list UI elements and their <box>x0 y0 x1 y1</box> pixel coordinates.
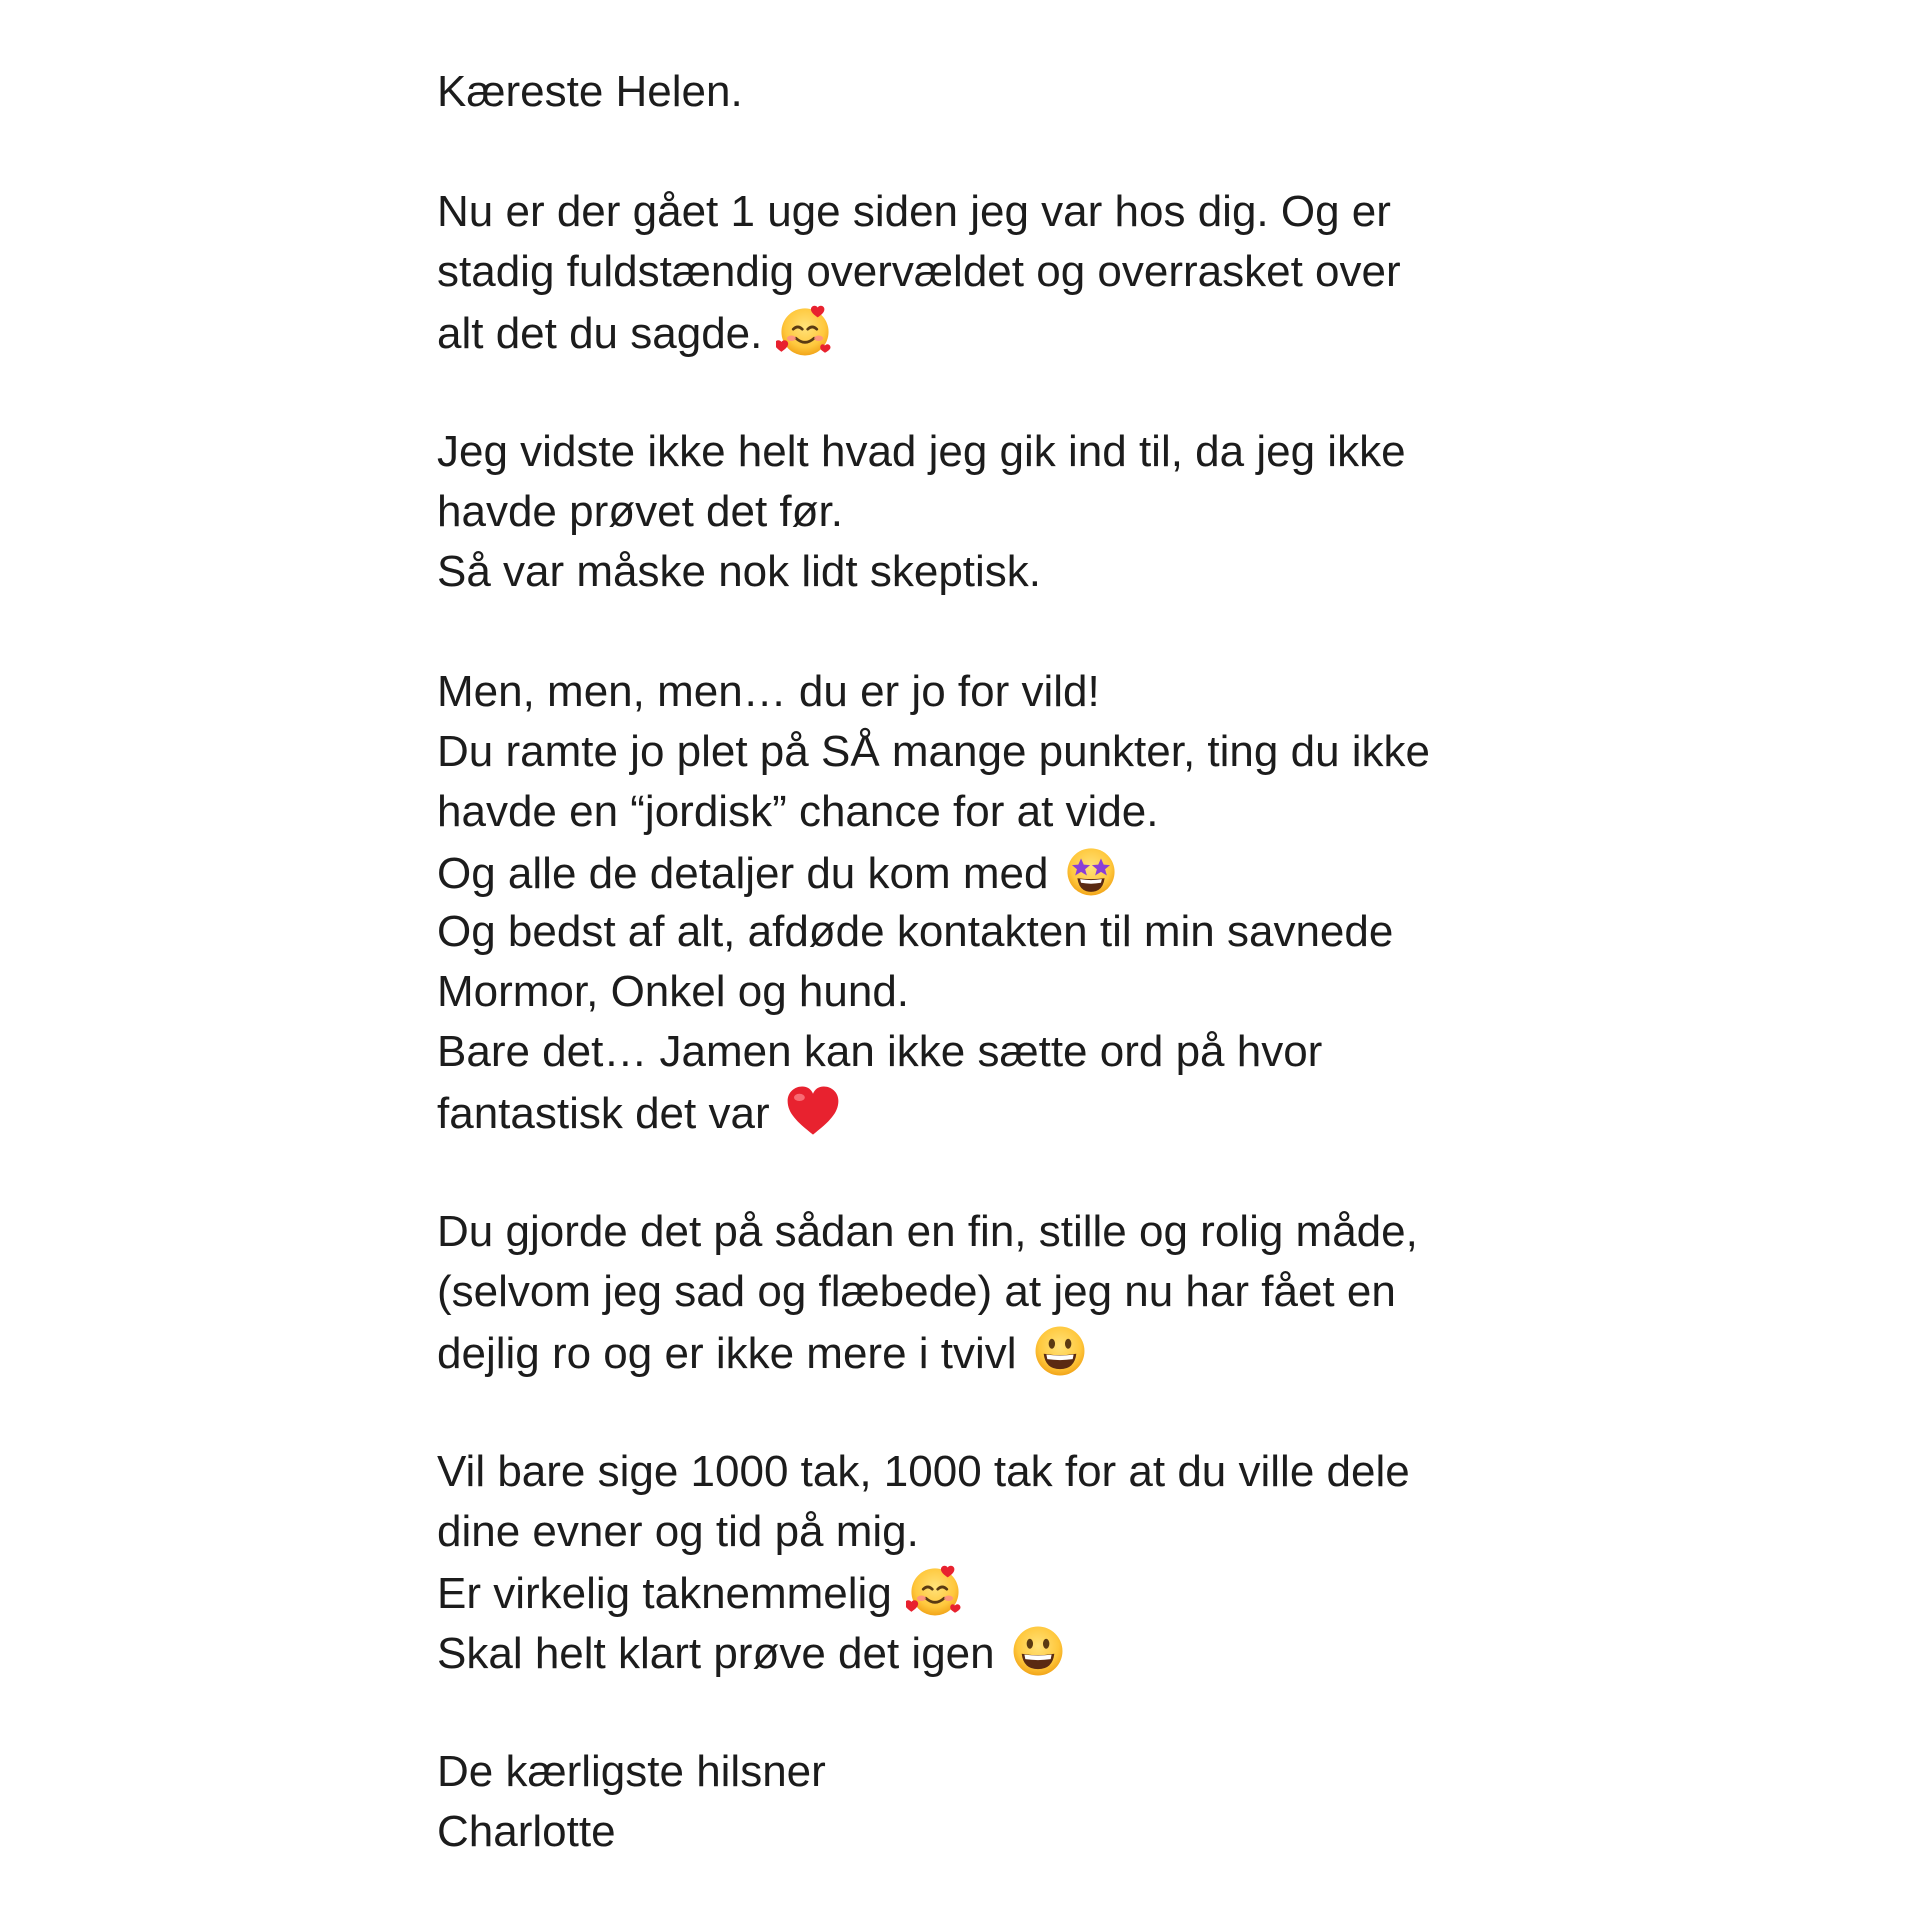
smiling-face-with-hearts-icon <box>906 1562 964 1620</box>
smiling-face-with-hearts-icon <box>776 302 834 360</box>
paragraph-4 <box>437 1202 1557 1382</box>
paragraph-2 <box>437 422 1557 602</box>
paragraph-2-line-3: Så var måske nok lidt skeptisk. <box>437 547 1042 596</box>
paragraph-4-line-3-text: dejlig ro og er ikke mere i tvivl <box>437 1329 1017 1378</box>
paragraph-1-line-3 <box>437 302 1557 362</box>
paragraph-3-line-4-text: Og alle de detaljer du kom med <box>437 849 1049 898</box>
signature: Charlotte <box>437 1807 616 1856</box>
letter <box>437 62 1557 1922</box>
paragraph-1-line-2: stadig fuldstændig overvældet og overrasket over <box>437 247 1401 296</box>
paragraph-3 <box>437 662 1557 1142</box>
paragraph-5-line-1: Vil bare sige 1000 tak, 1000 tak for at du ville dele <box>437 1447 1410 1496</box>
star-struck-icon <box>1062 842 1120 900</box>
paragraph-5-line-3-text: Er virkelig taknemmelig <box>437 1569 892 1618</box>
paragraph-5-line-4-text: Skal helt klart prøve det igen <box>437 1629 995 1678</box>
closing <box>437 1742 1557 1862</box>
paragraph-3-line-4 <box>437 842 1557 902</box>
paragraph-1-line-3-text: alt det du sagde. <box>437 309 763 358</box>
paragraph-5 <box>437 1442 1557 1682</box>
greeting: Kæreste Helen. <box>437 67 743 116</box>
grinning-face-icon <box>1009 1622 1067 1680</box>
paragraph-4-line-2: (selvom jeg sad og flæbede) at jeg nu har fået en <box>437 1267 1396 1316</box>
red-heart-icon <box>784 1082 842 1140</box>
paragraph-5-line-2: dine evner og tid på mig. <box>437 1507 919 1556</box>
paragraph-3-line-8-text: fantastisk det var <box>437 1089 770 1138</box>
paragraph-3-line-7: Bare det… Jamen kan ikke sætte ord på hvor <box>437 1027 1323 1076</box>
paragraph-3-line-5: Og bedst af alt, afdøde kontakten til min savnede <box>437 907 1394 956</box>
paragraph-3-line-6: Mormor, Onkel og hund. <box>437 967 910 1016</box>
paragraph-2-line-2: havde prøvet det før. <box>437 487 843 536</box>
closing-line: De kærligste hilsner <box>437 1747 826 1796</box>
paragraph-4-line-3 <box>437 1322 1557 1382</box>
paragraph-3-line-1: Men, men, men… du er jo for vild! <box>437 667 1100 716</box>
paragraph-3-line-2: Du ramte jo plet på SÅ mange punkter, ting du ikke <box>437 727 1431 776</box>
grinning-face-icon <box>1031 1322 1089 1380</box>
paragraph-3-line-3: havde en “jordisk” chance for at vide. <box>437 787 1159 836</box>
paragraph-5-line-4 <box>437 1622 1557 1682</box>
paragraph-2-line-1: Jeg vidste ikke helt hvad jeg gik ind til, da jeg ikke <box>437 427 1406 476</box>
greeting-paragraph <box>437 62 1557 122</box>
paragraph-4-line-1: Du gjorde det på sådan en fin, stille og rolig måde, <box>437 1207 1418 1256</box>
paragraph-5-line-3 <box>437 1562 1557 1622</box>
paragraph-1 <box>437 182 1557 362</box>
paragraph-3-line-8 <box>437 1082 1557 1142</box>
paragraph-1-line-1: Nu er der gået 1 uge siden jeg var hos dig. Og er <box>437 187 1391 236</box>
